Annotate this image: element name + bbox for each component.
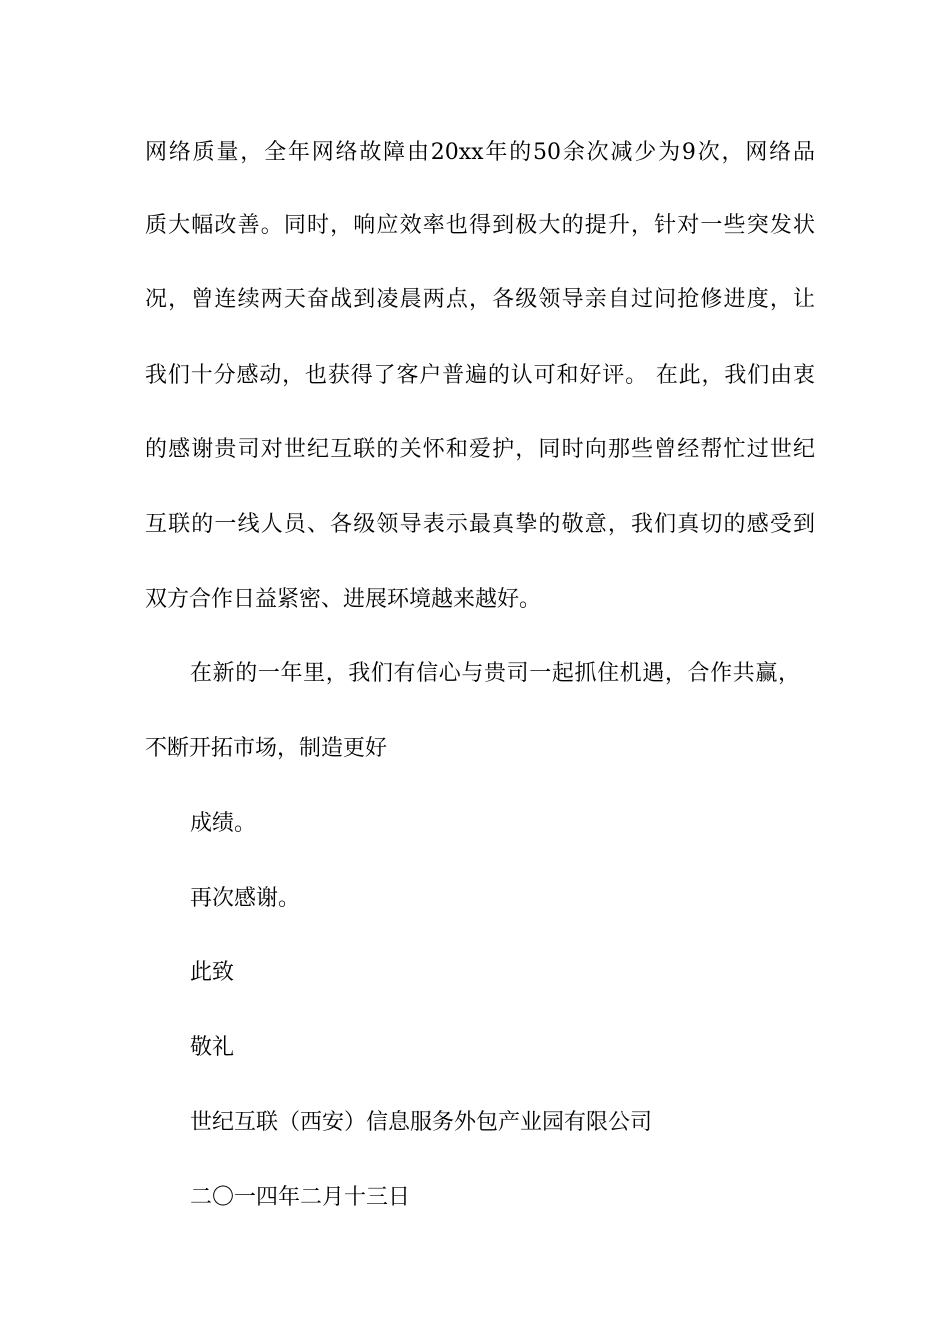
paragraph-line-2: 质大幅改善。同时，响应效率也得到极大的提升，针对一些突发状 [145, 213, 815, 238]
paragraph-line-1: 网络质量，全年网络故障由20xx年的50余次减少为9次，网络品 [145, 140, 815, 165]
paragraph2-line-2: 不断开拓市场，制造更好 [145, 736, 388, 761]
paragraph-line-3: 况，曾连续两天奋战到凌晨两点，各级领导亲自过问抢修进度，让 [145, 287, 815, 312]
paragraph-line-6: 互联的一线人员、各级领导表示最真挚的敬意，我们真切的感受到 [145, 512, 815, 537]
paragraph3-text: 成绩。 [190, 811, 257, 836]
signature-company: 世纪互联（西安）信息服务外包产业园有限公司 [190, 1110, 653, 1135]
closing-regards: 敬礼 [190, 1035, 235, 1060]
thanks-again: 再次感谢。 [190, 886, 301, 911]
paragraph-line-4: 我们十分感动，也获得了客户普遍的认可和好评。 在此，我们由衷 [145, 363, 815, 388]
paragraph-line-7: 双方合作日益紧密、进展环境越来越好。 [145, 587, 542, 612]
closing-salutation: 此致 [190, 960, 235, 985]
paragraph2-line-1: 在新的一年里，我们有信心与贵司一起抓住机遇，合作共赢， [190, 661, 800, 686]
signature-date: 二〇一四年二月十三日 [190, 1185, 411, 1210]
paragraph-line-5: 的感谢贵司对世纪互联的关怀和爱护，同时向那些曾经帮忙过世纪 [145, 437, 815, 462]
